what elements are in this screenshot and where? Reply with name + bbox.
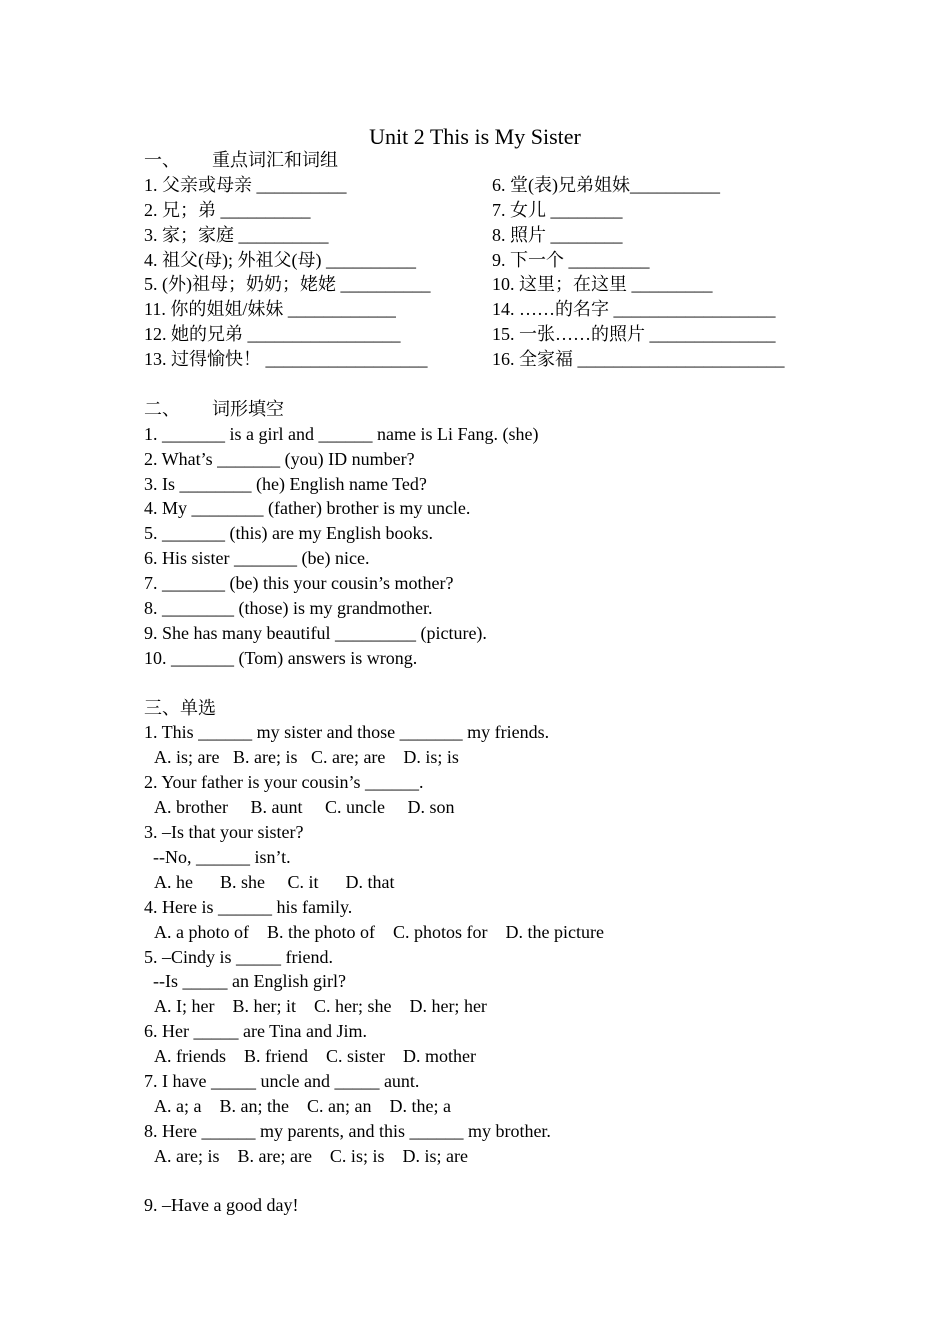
spacer bbox=[144, 372, 824, 397]
question-1: 1. This ______ my sister and those _______ my friends. bbox=[144, 722, 550, 743]
question-6: 6. Her _____ are Tina and Jim. bbox=[144, 1021, 367, 1042]
fill-blank-item: 2. What’s _______ (you) ID number? bbox=[144, 448, 415, 469]
vocabulary-grid bbox=[144, 173, 824, 372]
vocab-item: 6. 堂(表)兄弟姐妹__________ bbox=[492, 174, 720, 195]
section3-heading: 三、单选 bbox=[144, 697, 216, 718]
fill-blank-item: 1. _______ is a girl and ______ name is Li Fang. (she) bbox=[144, 423, 539, 444]
fill-blank-item: 5. _______ (this) are my English books. bbox=[144, 523, 433, 544]
section2-number: 二、 bbox=[144, 398, 180, 419]
spacer bbox=[144, 671, 824, 696]
question-8: 8. Here ______ my parents, and this ______ my brother. bbox=[144, 1120, 551, 1141]
section1-heading bbox=[144, 148, 824, 173]
vocab-item: 15. 一张……的照片 ______________ bbox=[492, 324, 776, 345]
vocab-item: 8. 照片 ________ bbox=[492, 224, 623, 245]
fill-blank-item: 10. _______ (Tom) answers is wrong. bbox=[144, 647, 418, 668]
question-3-options: A. he B. she C. it D. that bbox=[154, 871, 395, 892]
question-1-options: A. is; are B. are; is C. are; are D. is; is bbox=[154, 747, 459, 768]
question-3: 3. –Is that your sister? bbox=[144, 822, 304, 843]
question-7: 7. I have _____ uncle and _____ aunt. bbox=[144, 1070, 420, 1091]
vocab-item: 12. 她的兄弟 _________________ bbox=[144, 324, 401, 345]
question-7-options: A. a; a B. an; the C. an; an D. the; a bbox=[154, 1095, 451, 1116]
fill-blank-item: 3. Is ________ (he) English name Ted? bbox=[144, 473, 427, 494]
fill-blank-item: 4. My ________ (father) brother is my uncle. bbox=[144, 498, 471, 519]
question-5-options: A. I; her B. her; it C. her; she D. her; her bbox=[154, 996, 487, 1017]
question-5-reply: --Is _____ an English girl? bbox=[153, 971, 346, 992]
worksheet-content bbox=[144, 148, 824, 1218]
spacer bbox=[144, 1169, 824, 1194]
section2-title: 词形填空 bbox=[212, 398, 284, 419]
vocab-item: 5. (外)祖母；奶奶；姥姥 __________ bbox=[144, 274, 431, 295]
vocab-item: 7. 女儿 ________ bbox=[492, 199, 623, 220]
question-9: 9. –Have a good day! bbox=[144, 1195, 299, 1216]
section1-title: 重点词汇和词组 bbox=[212, 150, 338, 170]
question-5: 5. –Cindy is _____ friend. bbox=[144, 946, 333, 967]
vocab-item: 10. 这里；在这里 _________ bbox=[492, 274, 713, 295]
question-2: 2. Your father is your cousin’s ______. bbox=[144, 772, 424, 793]
question-6-options: A. friends B. friend C. sister D. mother bbox=[154, 1046, 476, 1067]
page-title: Unit 2 This is My Sister bbox=[369, 124, 581, 149]
vocab-item: 1. 父亲或母亲 __________ bbox=[144, 174, 347, 195]
fill-blank-item: 6. His sister _______ (be) nice. bbox=[144, 548, 370, 569]
section1-number: 一、 bbox=[144, 150, 180, 170]
fill-blank-item: 8. ________ (those) is my grandmother. bbox=[144, 598, 433, 619]
question-4: 4. Here is ______ his family. bbox=[144, 896, 353, 917]
question-8-options: A. are; is B. are; are C. is; is D. is; are bbox=[154, 1145, 468, 1166]
vocab-item: 2. 兄；弟 __________ bbox=[144, 199, 311, 220]
vocab-item: 14. ……的名字 __________________ bbox=[492, 299, 776, 320]
vocab-item: 3. 家；家庭 __________ bbox=[144, 224, 329, 245]
vocab-item: 16. 全家福 _______________________ bbox=[492, 349, 785, 370]
question-3-reply: --No, ______ isn’t. bbox=[153, 846, 291, 867]
question-4-options: A. a photo of B. the photo of C. photos for D. the picture bbox=[154, 921, 604, 942]
vocab-item: 11. 你的姐姐/妹妹 ____________ bbox=[144, 299, 396, 320]
vocab-item: 9. 下一个 _________ bbox=[492, 249, 650, 270]
fill-blank-item: 9. She has many beautiful _________ (picture). bbox=[144, 622, 487, 643]
section2-heading bbox=[144, 397, 824, 422]
question-2-options: A. brother B. aunt C. uncle D. son bbox=[154, 797, 455, 818]
vocab-item: 4. 祖父(母); 外祖父(母) __________ bbox=[144, 249, 416, 270]
fill-blank-item: 7. _______ (be) this your cousin’s mother? bbox=[144, 573, 454, 594]
vocab-item: 13. 过得愉快！ __________________ bbox=[144, 349, 428, 370]
